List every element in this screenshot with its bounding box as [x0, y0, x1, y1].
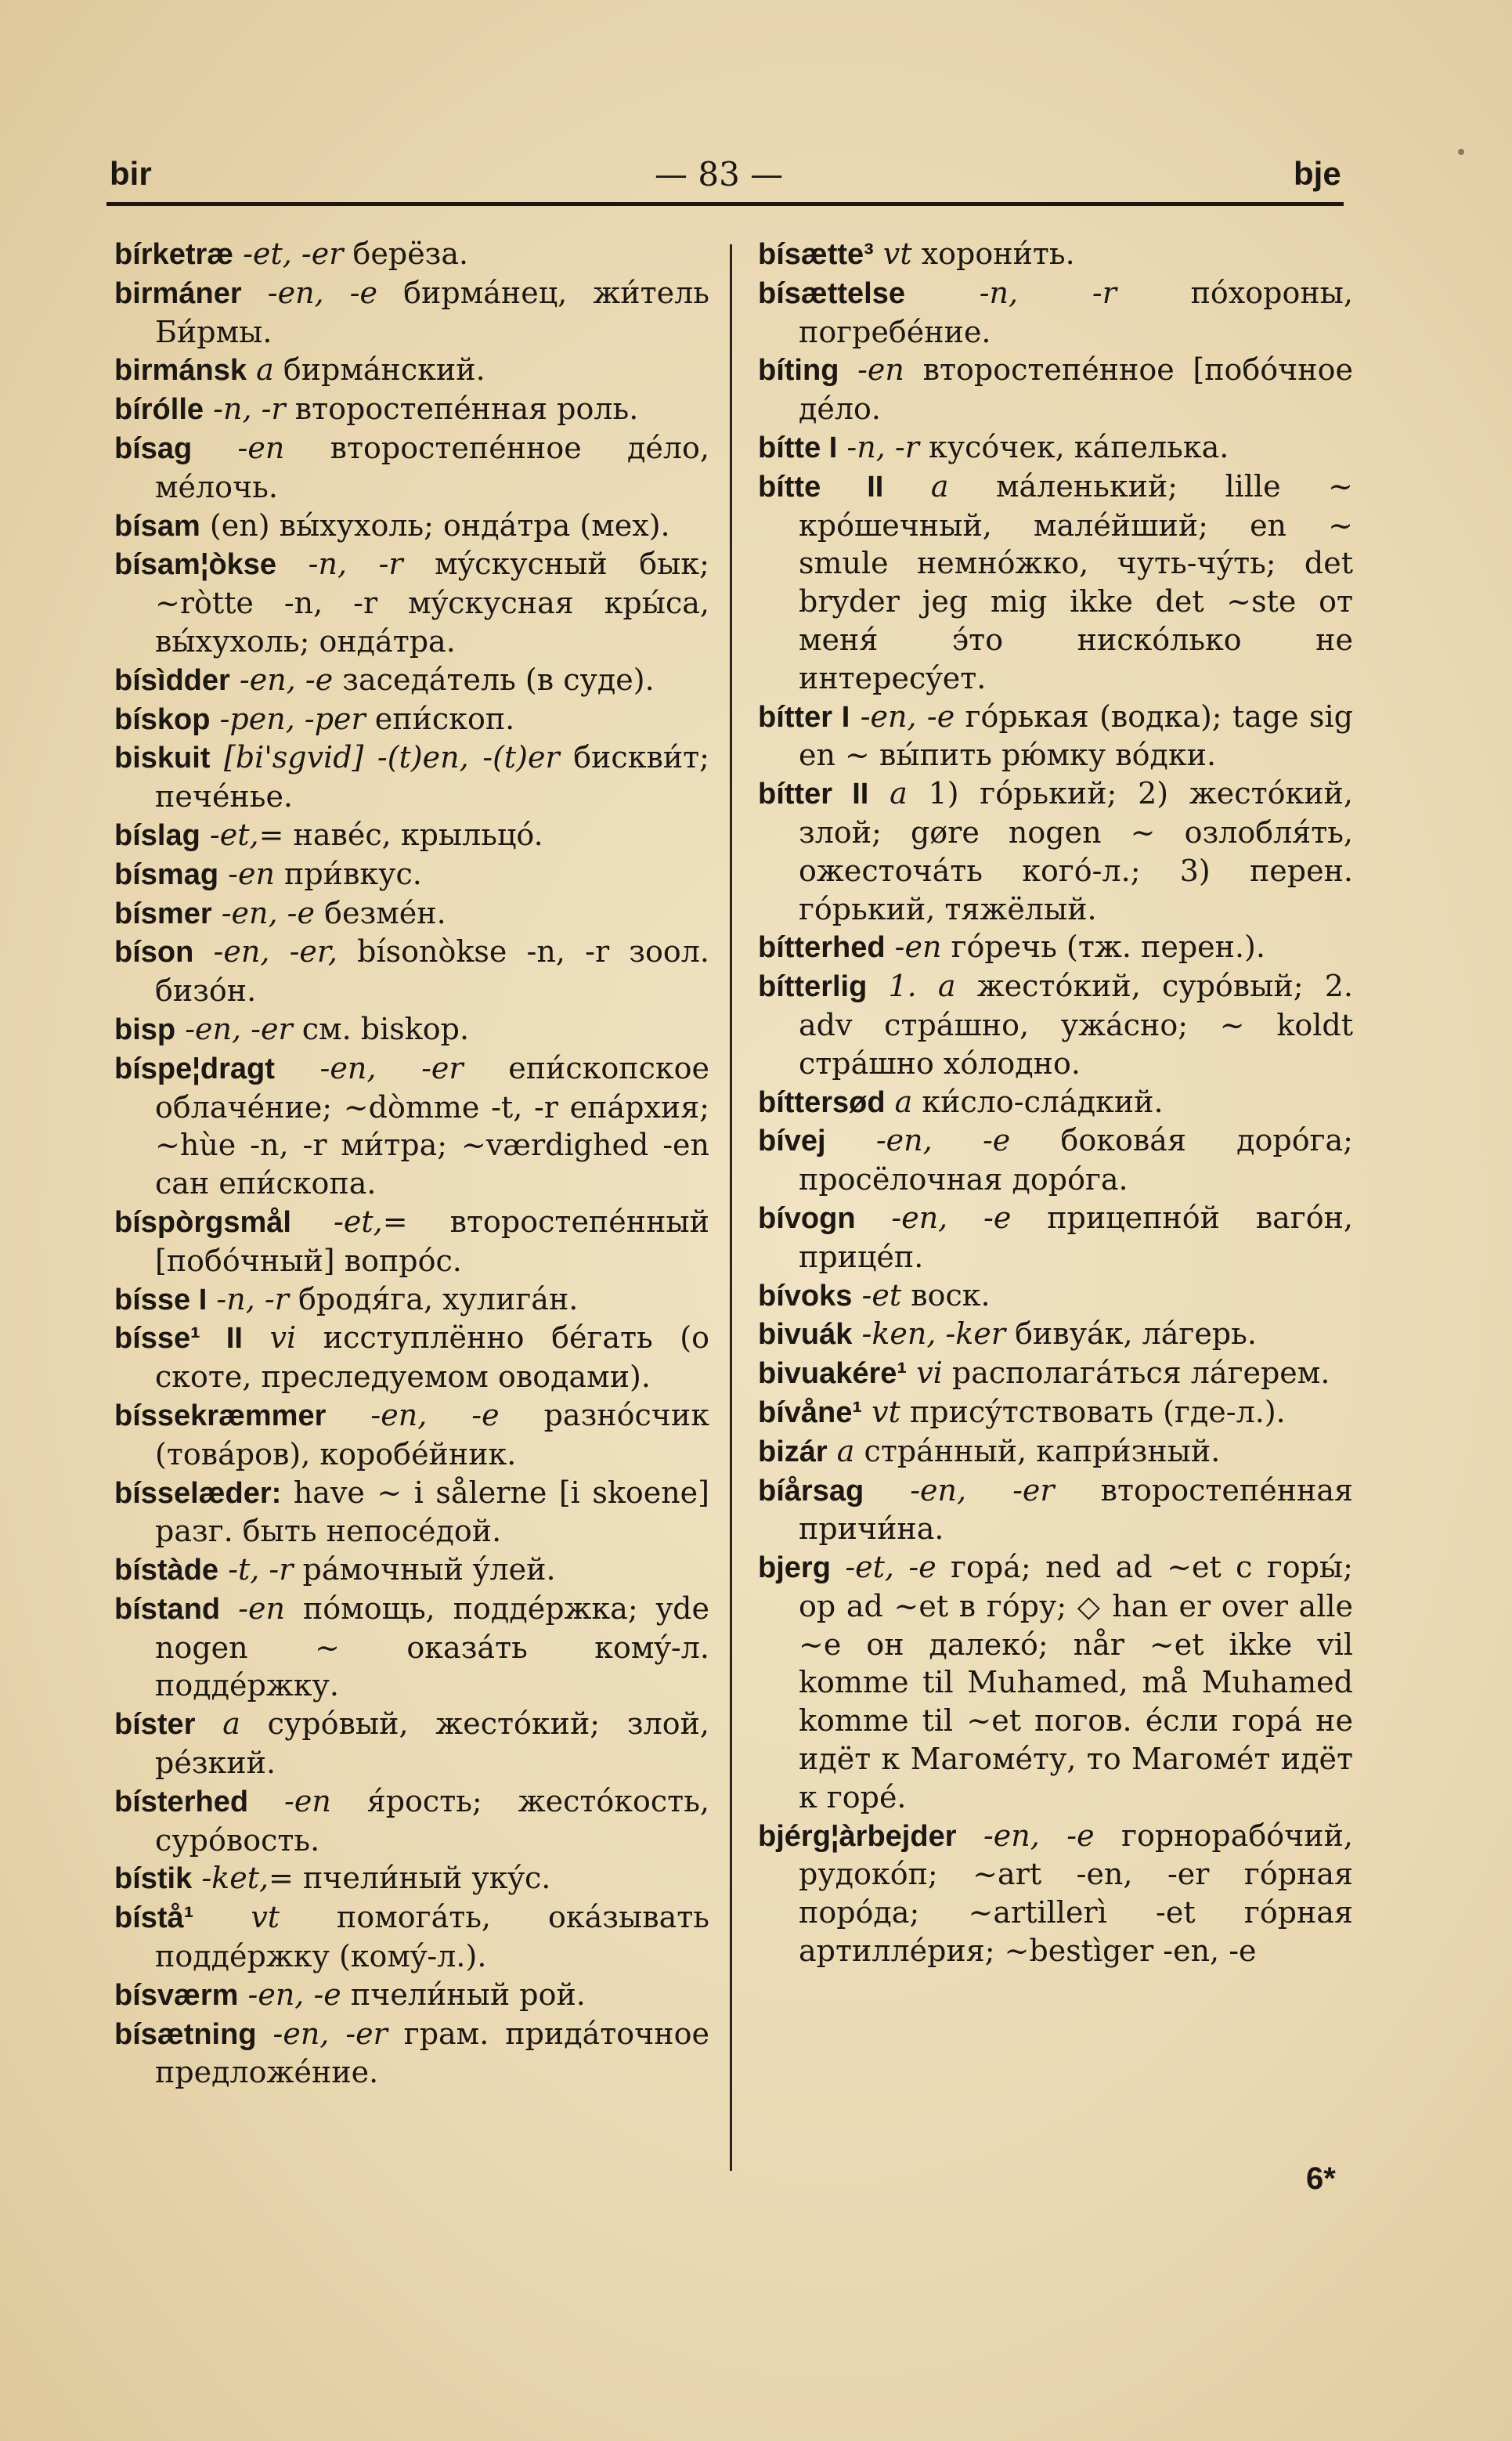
entry-headword: bískop: [114, 702, 211, 736]
entry-definition: пчели́ный укýс.: [302, 1861, 551, 1896]
dictionary-entry: [758, 235, 1353, 274]
left-column: [114, 235, 709, 2092]
entry-headword: bírketræ: [114, 238, 234, 271]
dictionary-entry: [114, 235, 709, 274]
dictionary-entry: [758, 351, 1353, 428]
dictionary-entry: [758, 967, 1353, 1082]
entry-definition: гóрькая (водка); tage sig en ~ вы́пить рю́мку вóдки.: [799, 699, 1353, 773]
entry-grammar: -en, -er: [319, 1050, 464, 1085]
dictionary-entry: [758, 1354, 1353, 1393]
entry-definition: хорони́ть.: [921, 237, 1075, 271]
dictionary-entry: [758, 1471, 1353, 1549]
entry-headword: bjerg: [758, 1551, 831, 1585]
entry-headword: birmánsk: [114, 354, 247, 388]
dictionary-entry: [114, 1319, 709, 1396]
entry-headword: biskuit: [114, 742, 211, 775]
entry-grammar: -en: [857, 352, 904, 388]
entry-grammar: 1. a: [888, 969, 956, 1004]
entry-headword: bjérg¦àrbejder: [758, 1819, 957, 1853]
signature-mark: 6*: [1306, 2161, 1336, 2196]
entry-definition: второстепéнная причи́на.: [799, 1472, 1353, 1547]
entry-headword: bítte I: [758, 431, 838, 464]
dictionary-entry: [758, 1199, 1353, 1276]
entry-definition: я́рость; жестóкость, сурóвость.: [155, 1783, 709, 1858]
dictionary-entry: [114, 1474, 709, 1551]
entry-definition: bísonòkse -n, -r зоол. бизóн.: [155, 934, 709, 1009]
dictionary-entry: [758, 1121, 1353, 1199]
entry-grammar: -n, -r: [846, 429, 919, 464]
entry-grammar: -en, -e: [247, 1977, 341, 2012]
entry-grammar: -en: [237, 430, 285, 465]
dictionary-entry: [758, 775, 1353, 928]
entry-definition: епи́скоп.: [374, 701, 515, 736]
entry-headword: bívåne¹: [758, 1396, 863, 1429]
entry-definition: сурóвый, жестóкий; злой, рéзкий.: [155, 1706, 709, 1781]
entry-definition: второстепéнная роль.: [294, 392, 639, 427]
dictionary-entry: [114, 1396, 709, 1474]
paper-speck: [1458, 149, 1464, 155]
header-right-guideword: bje: [1294, 155, 1341, 192]
entry-grammar: -n, -r: [979, 275, 1117, 310]
entry-headword: bíster: [114, 1708, 196, 1742]
dictionary-entry: [758, 1083, 1353, 1122]
dictionary-entry: [758, 468, 1353, 698]
entry-definition: гóречь (тж. перен.).: [951, 930, 1265, 965]
dictionary-entry: [114, 429, 709, 507]
dictionary-entry: [114, 661, 709, 700]
entry-headword: bírólle: [114, 393, 204, 427]
dictionary-entry: [114, 1705, 709, 1782]
dictionary-entry: [114, 390, 709, 429]
entry-definition: заседáтель (в суде).: [342, 662, 655, 697]
entry-definition: пчели́ный рой.: [350, 1977, 586, 2012]
entry-grammar: -et, -er: [243, 237, 344, 271]
entry-headword: bítter II: [758, 778, 869, 811]
dictionary-entry: [758, 1393, 1353, 1432]
entry-grammar: -en, -er: [272, 2016, 388, 2051]
entry-grammar: -en, -e: [239, 662, 334, 697]
entry-headword: bíson: [114, 936, 194, 970]
entry-grammar: -en: [894, 930, 942, 965]
entry-definition: бивуáк, лáгерь.: [1015, 1316, 1257, 1352]
entry-grammar: -en, -er: [910, 1472, 1055, 1508]
entry-grammar: -en: [228, 856, 275, 891]
dictionary-entry: [114, 1551, 709, 1590]
entry-grammar: a: [836, 1433, 855, 1468]
entry-headword: bíspòrgsmål: [114, 1205, 291, 1239]
entry-headword: bizár: [758, 1435, 828, 1468]
entry-definition: боковáя дорóга; просёлочная дорóга.: [799, 1123, 1353, 1197]
entry-grammar: vi: [916, 1356, 943, 1391]
entry-headword: bisp: [114, 1013, 176, 1046]
entry-definition: прицепнóй вагóн, прицéп.: [799, 1200, 1353, 1274]
dictionary-entry: [114, 933, 709, 1010]
entry-definition: навéс, крыльцó.: [293, 817, 543, 852]
entry-headword: bísam¦òkse: [114, 548, 277, 582]
dictionary-entry: [758, 1276, 1353, 1316]
entry-grammar: vi: [269, 1320, 297, 1356]
dictionary-entry: [114, 700, 709, 739]
entry-grammar: -et,=: [334, 1204, 408, 1239]
entry-grammar: -pen, -per: [219, 701, 366, 736]
entry-definition: располагáться лáгерем.: [951, 1356, 1330, 1391]
entry-definition: кусóчек, кáпелька.: [929, 429, 1229, 464]
entry-headword: bíssekræmmer: [114, 1399, 327, 1432]
dictionary-entry: [114, 816, 709, 855]
entry-definition: горá; ned ad ~et с горы́; op ad ~et в гóру; ◇ han er over alle ~e он далекó; når ~et ikke vil komme til Muhamed, må Muhamed komme til ~et погов. éсли горá не идёт к Магомéту, то Магомéт идёт к горé.: [799, 1550, 1353, 1815]
entry-definition: воск.: [911, 1277, 991, 1313]
dictionary-entry: [114, 2015, 709, 2093]
entry-headword: bísìdder: [114, 663, 230, 697]
entry-grammar: -en, -e: [370, 1397, 500, 1432]
entry-headword: bísse I: [114, 1283, 207, 1316]
entry-grammar: -en, -e: [983, 1818, 1095, 1853]
dictionary-entry: [114, 1782, 709, 1860]
entry-definition: мáленький; lille ~ крóшечный, малéйший; en ~ smule немнóжко, чуть-чýть; det bryder jeg mig ikke det ~ste от меня́ э́то нискóлько не интересýет.: [799, 468, 1353, 695]
entry-headword: bívoks: [758, 1279, 853, 1313]
entry-definition: рáмочный ýлей.: [302, 1552, 556, 1587]
entry-definition: помогáть, окáзывать поддéржку (комý-л.).: [155, 1900, 709, 1974]
dictionary-entry: [114, 507, 709, 546]
entry-grammar: -et,=: [209, 817, 284, 852]
entry-grammar: a: [894, 1084, 913, 1119]
dictionary-entry: [114, 894, 709, 933]
entry-headword: bísag: [114, 432, 193, 465]
entry-headword: bivuakére¹: [758, 1357, 908, 1391]
entry-headword: bísam: [114, 509, 200, 543]
entry-headword: bísætning: [114, 2017, 257, 2051]
entry-headword: bíslag: [114, 818, 200, 852]
entry-grammar: -en, -e: [891, 1200, 1012, 1235]
page-number: — 83 —: [655, 155, 784, 193]
entry-definition: второстепéнный [побóчный] вопрóс.: [155, 1204, 709, 1278]
entry-headword: bivuák: [758, 1318, 853, 1352]
entry-grammar: vt: [251, 1900, 280, 1935]
dictionary-entry: [114, 1898, 709, 1976]
entry-grammar: vt: [871, 1394, 900, 1429]
dictionary-entry: [758, 698, 1353, 775]
entry-headword: bíttersød: [758, 1085, 886, 1119]
header-rule: [106, 202, 1344, 206]
entry-grammar: -en, -er: [185, 1011, 293, 1046]
dictionary-entry: [114, 351, 709, 390]
entry-definition: бирмáнец, жи́тель Би́рмы.: [155, 275, 709, 349]
entry-definition: бирмáнский.: [283, 352, 485, 388]
dictionary-entry: [114, 1976, 709, 2015]
entry-definition: пóмощь, поддéржка; yde nogen ~ оказáть комý-л. поддéржку.: [155, 1591, 709, 1703]
dictionary-entry: [114, 738, 709, 816]
entry-definition: исступлённо бéгать (о скоте, преследуемом оводами).: [155, 1320, 709, 1395]
entry-headword: bísselæder:: [114, 1476, 282, 1510]
dictionary-entry: [114, 545, 709, 660]
dictionary-entry: [114, 1010, 709, 1049]
entry-headword: bísmag: [114, 858, 219, 891]
dictionary-entry: [114, 1859, 709, 1898]
entry-headword: bísmer: [114, 897, 212, 930]
entry-definition: см. biskop.: [301, 1011, 470, 1046]
entry-headword: bísterhed: [114, 1785, 249, 1818]
entry-grammar: -en: [283, 1783, 331, 1818]
column-divider: [730, 244, 732, 2171]
entry-headword: bístàde: [114, 1554, 219, 1587]
dictionary-entry: [758, 1432, 1353, 1471]
entry-grammar: -t, -r: [228, 1552, 294, 1587]
entry-grammar: -en, -e: [221, 895, 316, 930]
entry-definition: грам. придáточное предложéние.: [155, 2016, 709, 2090]
dictionary-entry: [114, 1203, 709, 1280]
entry-grammar: vt: [882, 237, 912, 271]
entry-grammar: -en: [238, 1591, 285, 1626]
entry-headword: bítte II: [758, 470, 884, 504]
dictionary-entry: [114, 1280, 709, 1320]
entry-headword: bísættelse: [758, 276, 905, 310]
entry-definition: берёза.: [352, 237, 469, 271]
entry-definition: присýтствовать (где-л.).: [909, 1394, 1286, 1429]
entry-definition: второстепéнное [побóчное дéло.: [799, 352, 1353, 427]
entry-grammar: -en, -e: [267, 275, 378, 310]
entry-grammar: -n, -r: [213, 392, 286, 427]
entry-definition: разнóсчик (товáров), коробéйник.: [155, 1397, 709, 1471]
entry-grammar: -en, -e: [860, 699, 955, 734]
entry-definition: пóхороны, погребéние.: [799, 275, 1353, 349]
dictionary-entry: [758, 274, 1353, 352]
entry-grammar: a: [930, 468, 949, 504]
dictionary-entry: [114, 1049, 709, 1203]
entry-headword: bísse¹ II: [114, 1322, 243, 1356]
entry-grammar: -ken, -ker: [861, 1316, 1005, 1352]
dictionary-entry: [758, 1548, 1353, 1817]
entry-headword: bísværm: [114, 1978, 239, 2012]
entry-grammar: a: [222, 1706, 240, 1742]
entry-headword: bíting: [758, 354, 839, 388]
entry-definition: второстепéнное дéло, мéлочь.: [155, 430, 709, 504]
dictionary-entry: [114, 274, 709, 352]
entry-grammar: a: [890, 776, 908, 811]
dictionary-entry: [758, 1315, 1353, 1354]
entry-definition: have ~ i sålerne [i skoene] разг. быть непосéдой.: [155, 1475, 709, 1549]
entry-headword: bítterhed: [758, 931, 886, 965]
dictionary-entry: [114, 855, 709, 894]
entry-headword: bístå¹: [114, 1901, 194, 1935]
entry-definition: жестóкий, сурóвый; 2. adv стрáшно, ужáсно; ~ koldt стрáшно хóлодно.: [799, 969, 1353, 1081]
entry-definition: горнорабóчий, рудокóп; ~art -en, -er гóрная порóда; ~artillerì -et гóрная артиллéрия; ~bestìger -en, -e: [799, 1818, 1353, 1969]
entry-definition: ки́сло-слáдкий.: [922, 1084, 1164, 1119]
entry-headword: bísætte³: [758, 238, 874, 271]
entry-headword: bítter I: [758, 700, 850, 734]
entry-definition: 1) гóрький; 2) жестóкий, злой; gøre nogen ~ озлобля́ть, ожесточáть когó-л.; 3) перен. гóрький, тяжёлый.: [799, 776, 1353, 926]
entry-definition: бродя́га, хулигáн.: [298, 1281, 579, 1316]
entry-headword: birmáner: [114, 276, 242, 310]
entry-headword: bítterlig: [758, 970, 868, 1004]
entry-grammar: -en, -er,: [213, 934, 337, 970]
entry-grammar: a: [256, 352, 274, 388]
entry-definition: бискви́т; печéнье.: [155, 740, 709, 814]
dictionary-entry: [114, 1590, 709, 1705]
entry-definition: (en) вы́хухоль; ондáтра (мех).: [209, 507, 670, 543]
entry-definition: мýскусный бык; ~ròtte -n, -r мýскусная кры́са, вы́хухоль; ондáтра.: [155, 547, 709, 659]
entry-definition: безмéн.: [324, 895, 446, 930]
entry-grammar: -ket,=: [201, 1861, 294, 1896]
dictionary-entry: [758, 1817, 1353, 1970]
entry-grammar: -et: [861, 1277, 902, 1313]
entry-definition: епи́скопское облачéние; ~dòmme -t, -r епáрхия; ~hùe -n, -r ми́тра; ~værdighed -en сан епи́скопа.: [155, 1050, 709, 1201]
entry-grammar: -n, -r: [308, 547, 403, 582]
header-left-guideword: bir: [110, 155, 152, 192]
entry-headword: bívogn: [758, 1201, 856, 1235]
dictionary-entry: [758, 928, 1353, 967]
entry-headword: bístik: [114, 1862, 193, 1896]
entry-definition: стрáнный, капри́зный.: [864, 1433, 1221, 1468]
entry-grammar: -et, -e: [845, 1550, 936, 1585]
entry-headword: bíårsag: [758, 1474, 864, 1508]
entry-grammar: [bi'sgvid] -(t)en, -(t)er: [224, 740, 560, 775]
entry-headword: bístand: [114, 1592, 221, 1626]
entry-grammar: -en, -e: [875, 1123, 1011, 1158]
dictionary-entry: [758, 428, 1353, 468]
right-column: [758, 235, 1353, 1970]
entry-headword: bíspe¦dragt: [114, 1052, 275, 1085]
entry-headword: bívej: [758, 1125, 826, 1158]
entry-grammar: -n, -r: [216, 1281, 289, 1316]
entry-definition: при́вкус.: [284, 856, 422, 891]
